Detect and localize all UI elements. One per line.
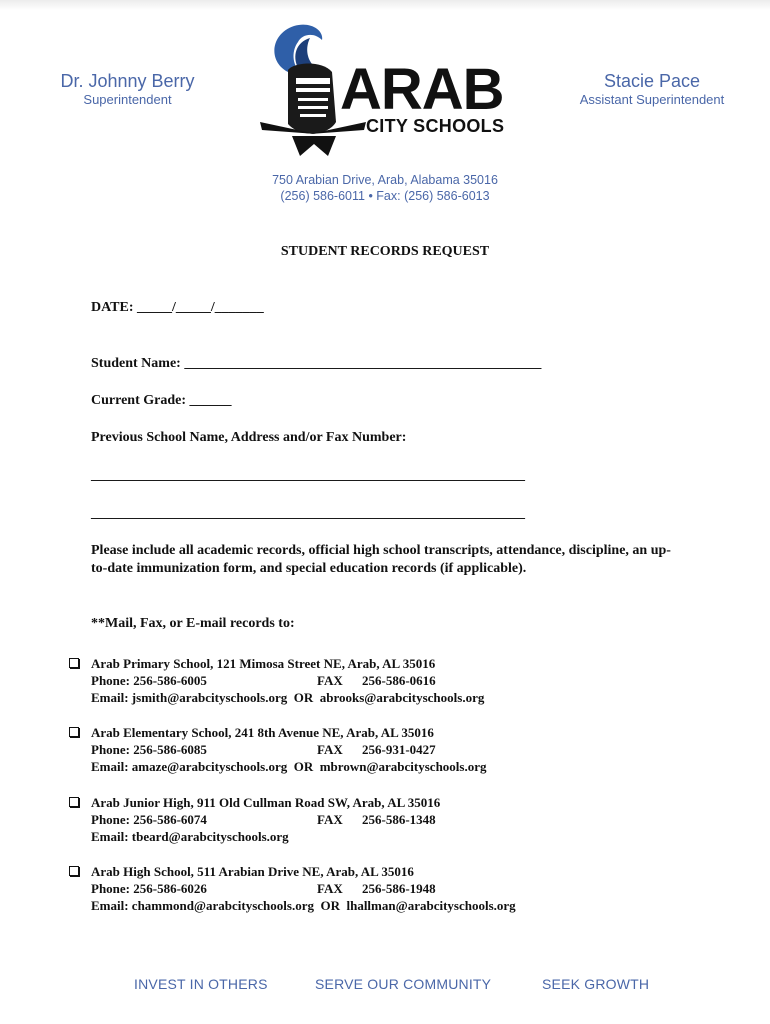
school-phone: Phone: 256-586-6005	[91, 673, 207, 688]
school-name: Arab Elementary School, 241 8th Avenue NE, Arab, AL 35016	[91, 725, 434, 740]
student-name-field[interactable]: Student Name: ___________________________________________________	[91, 356, 542, 371]
footer-motto-growth: SEEK GROWTH	[542, 976, 650, 992]
school-entry-junior-high	[91, 794, 691, 845]
district-address	[230, 172, 540, 204]
address-line: 750 Arabian Drive, Arab, Alabama 35016	[272, 173, 498, 187]
phone-fax-line: (256) 586-6011 • Fax: (256) 586-6013	[280, 189, 490, 203]
fax-label: FAX	[317, 812, 343, 827]
footer-motto-invest: INVEST IN OTHERS	[134, 976, 268, 992]
school-logo	[258, 22, 518, 162]
school-email: Email: chammond@arabcityschools.org OR lhallman@arabcityschools.org	[91, 898, 516, 913]
school-fax: 256-586-1948	[362, 881, 436, 896]
school-fax: 256-586-0616	[362, 673, 436, 688]
fax-label: FAX	[317, 881, 343, 896]
send-records-label: **Mail, Fax, or E-mail records to:	[91, 616, 295, 631]
form-title: STUDENT RECORDS REQUEST	[280, 244, 490, 259]
checkbox-icon[interactable]	[69, 727, 79, 737]
top-edge	[0, 0, 770, 10]
school-name: Arab Junior High, 911 Old Cullman Road SW, Arab, AL 35016	[91, 795, 441, 810]
school-email: Email: tbeard@arabcityschools.org	[91, 829, 289, 844]
assistant-superintendent-block	[562, 70, 742, 108]
school-phone: Phone: 256-586-6085	[91, 742, 207, 757]
previous-school-label: Previous School Name, Address and/or Fax Number:	[91, 430, 407, 445]
assistant-superintendent-name: Stacie Pace	[603, 71, 701, 91]
school-fax: 256-586-1348	[362, 812, 436, 827]
school-phone: Phone: 256-586-6026	[91, 881, 207, 896]
logo-wordmark: ARAB	[340, 57, 504, 122]
checkbox-icon[interactable]	[69, 658, 79, 668]
school-email: Email: amaze@arabcityschools.org OR mbrown@arabcityschools.org	[91, 759, 487, 774]
fax-label: FAX	[317, 673, 343, 688]
current-grade-field[interactable]: Current Grade: ______	[91, 393, 232, 408]
previous-school-line-2[interactable]: ______________________________________________________________	[91, 506, 525, 521]
logo-subtitle: CITY SCHOOLS	[366, 116, 505, 136]
school-phone: Phone: 256-586-6074	[91, 812, 207, 827]
checkbox-icon[interactable]	[69, 866, 79, 876]
checkbox-icon[interactable]	[69, 797, 79, 807]
superintendent-name: Dr. Johnny Berry	[60, 71, 195, 91]
school-name: Arab High School, 511 Arabian Drive NE, Arab, AL 35016	[91, 864, 414, 879]
school-entry-high	[91, 863, 691, 914]
superintendent-title: Superintendent	[83, 92, 172, 107]
school-email: Email: jsmith@arabcityschools.org OR abrooks@arabcityschools.org	[91, 690, 485, 705]
school-name: Arab Primary School, 121 Mimosa Street NE, Arab, AL 35016	[91, 656, 436, 671]
previous-school-line-1[interactable]: ______________________________________________________________	[91, 468, 525, 483]
school-fax: 256-931-0427	[362, 742, 436, 757]
footer-motto-serve: SERVE OUR COMMUNITY	[315, 976, 492, 992]
fax-label: FAX	[317, 742, 343, 757]
school-entry-elementary	[91, 724, 691, 775]
school-entry-primary	[91, 655, 691, 706]
date-field[interactable]: DATE: _____/_____/_______	[91, 300, 264, 315]
assistant-superintendent-title: Assistant Superintendent	[579, 92, 725, 107]
records-instructions: Please include all academic records, official high school transcripts, attendance, discipline, an up-to-date immunization form, and special education records (if applicable).	[91, 543, 671, 576]
superintendent-block	[40, 70, 215, 108]
